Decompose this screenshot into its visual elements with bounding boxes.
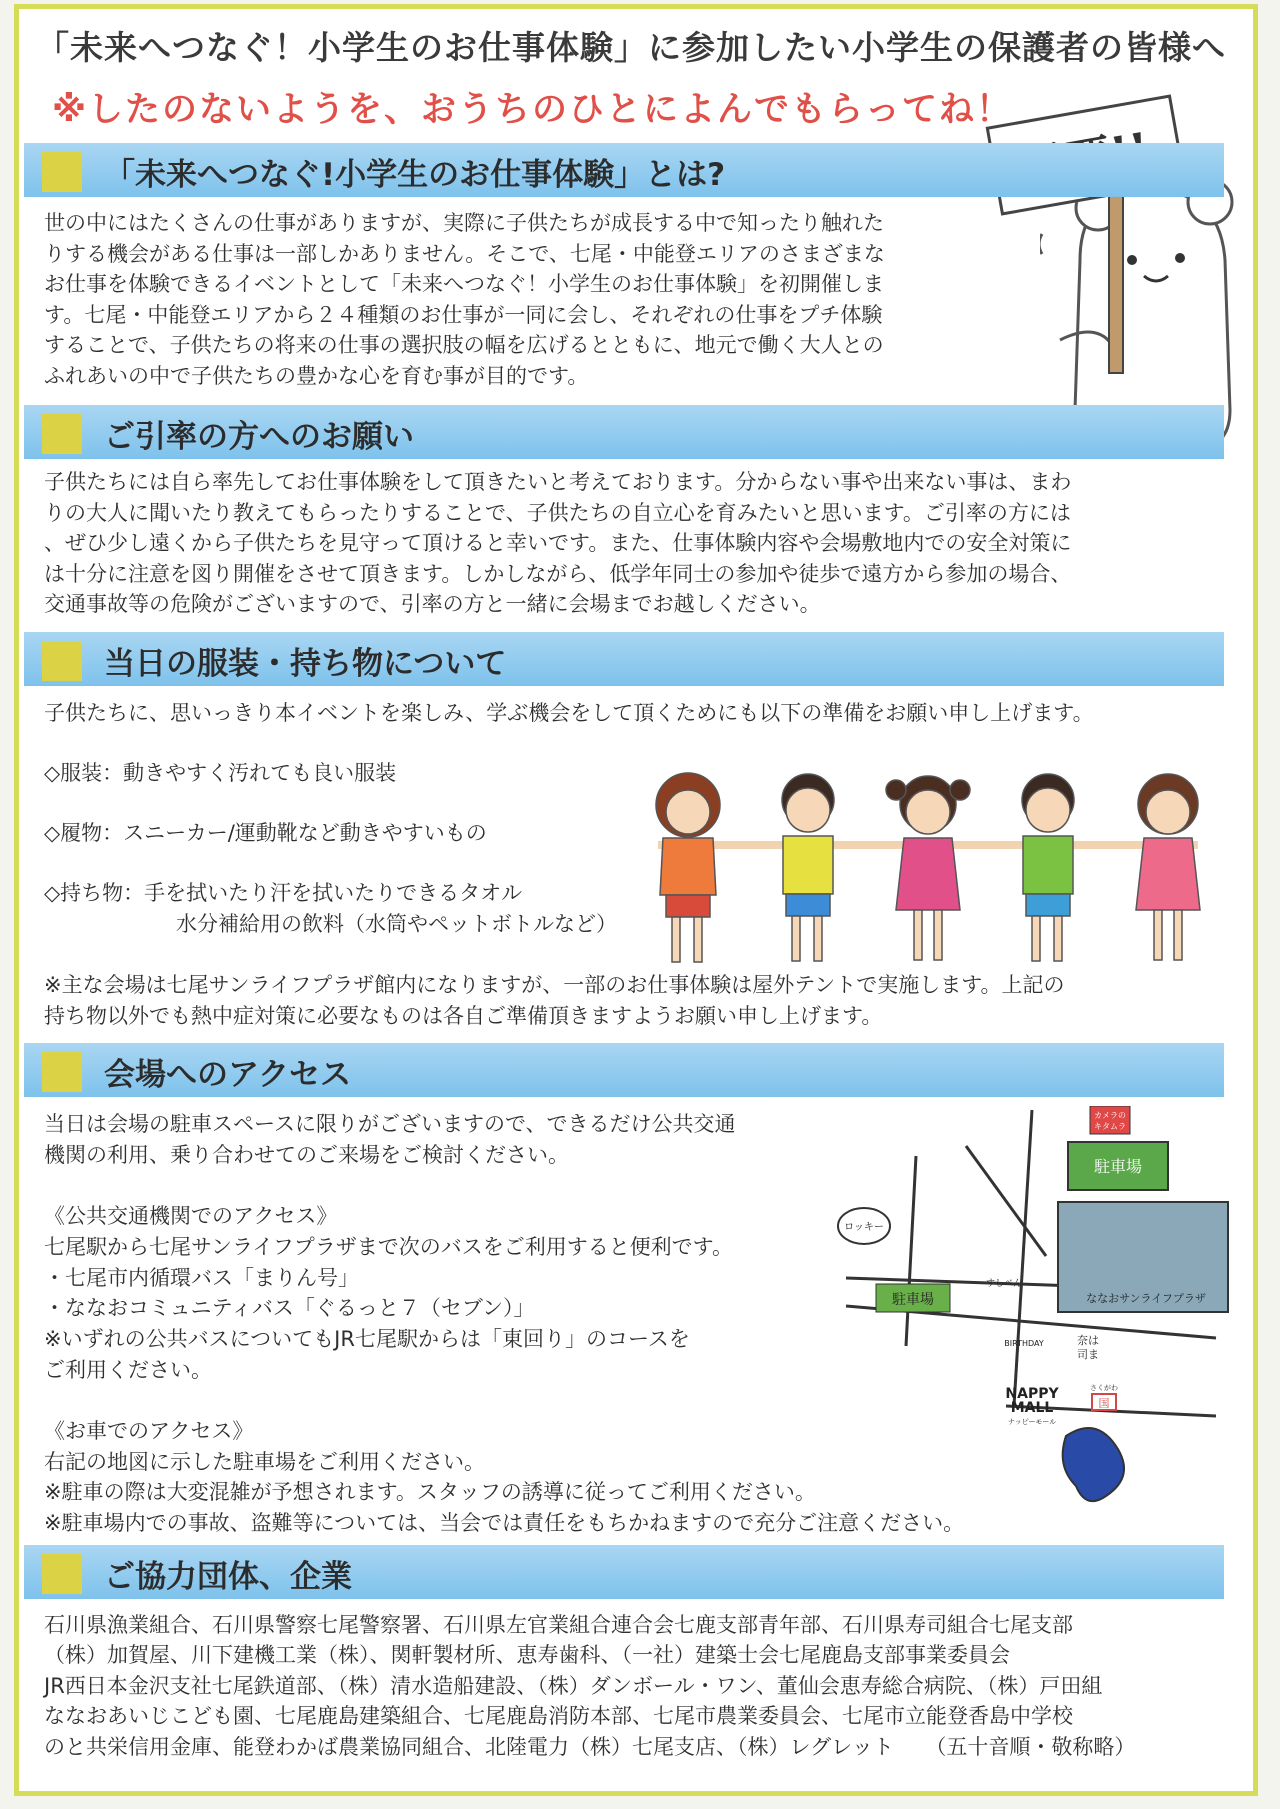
section-header-request [24,405,1224,459]
sign-post [1108,180,1124,374]
clothing-note: ※主な会場は七尾サンライフプラザ館内になりますが、一部のお仕事体験は屋外テントで実施します。上記の 持ち物以外でも熱中症対策に必要なものは各自ご準備頂きますようお願い申し上げます。 [44,973,1065,1028]
shoes-item: ◇履物：スニーカー/運動靴など動きやすいもの [44,821,487,845]
belongings-item-2: 水分補給用の飲料（水筒やペットボトルなど） [176,912,617,936]
map-store-right-1: 奈は [1077,1334,1099,1347]
section-title: 当日の服装・持ち物について [104,646,507,682]
section-marker-icon [42,1052,82,1092]
section-marker-icon [42,641,82,681]
section-marker-icon [42,414,82,454]
clothing-intro: 子供たちに、思いっきり本イベントを楽しみ、学ぶ機会をして頂くためにも以下の準備をお願い申し上げます。 [44,701,1094,725]
map-sushi-label: すしべん [985,1279,1023,1289]
about-paragraph: 世の中にはたくさんの仕事がありますが、実際に子供たちが成長する中で知ったり触れた りする機会がある仕事は一部しかありません。そこで、七尾・中能登エリアのさまざまな お仕事を体験できるイベントとして「未来へつなぐ！小学生のお仕事体験」を初開催しま す。七尾・中能登エリアから２４種類のお仕事が一同に会し、それぞれの仕事をプチ体験 することで、子供たちの将来の仕事の選択肢の幅を広げるとともに、地元で働く大人との ふれあいの中で子供たちの豊かな心を育む事が目的です。 [44,211,885,388]
page-title: 「未来へつなぐ！小学生のお仕事体験」に参加したい小学生の保護者の皆様へ [36,28,1226,67]
map-store-top-2: キタムラ [1094,1122,1126,1131]
access-paragraph: 当日は会場の駐車スペースに限りがございますので、できるだけ公共交通 機関の利用、乗り合わせてのご来場をご検討ください。 《公共交通機関でのアクセス》 七尾駅から七尾サンライフプラザまで次のバスをご利用すると便利です。 ・七尾市内循環バス「まりん号」 ・ななおコミュニティバス「ぐるっと７（セブン）」 ※いずれの公共バスについてもJR七尾駅からは「東回り」のコースを ご利用ください。 《お車でのアクセス》 右記の地図に示した駐車場をご利用ください。 ※駐車の際は大変混雑が予想されます。スタッフの誘導に従ってご利用ください。 ※駐車場内での事故、盗難等については、当会では責任をもちかねますので充分ご注意ください。 [44,1112,965,1536]
page-subtitle: ※したのないようを、おうちのひとによんでもらってね！ [52,90,1014,130]
section-title: 「未来へつなぐ!小学生のお仕事体験」とは? [104,157,726,193]
belongings-item: ◇持ち物：手を拭いたり汗を拭いたりできるタオル [44,881,523,905]
venue-access-map [836,1106,1244,1516]
map-store-right-2: 司ま [1077,1348,1099,1361]
map-store-top-1: カメラの [1094,1111,1126,1120]
partners-list: 石川県漁業組合、石川県警察七尾警察署、石川県左官業組合連合会七鹿支部青年部、石川県寿司組合七尾支部 （株）加賀屋、川下建機工業（株）、関軒製材所、恵寿歯科、（一社）建築士会七尾鹿島支部事業委員会 JR西日本金沢支社七尾鉄道部、（株）清水造船建設、（株）ダンボール・ワン、董仙会恵寿総合病院、（株）戸田組 ななおあいじこども園、七尾鹿島建築組合、七尾鹿島消防本部、七尾市農業委員会、七尾市立能登香島中学校 のと共栄信用金庫、能登わかば農業協同組合、北陸電力（株）七尾支店、（株）レグレット （五十音順・敬称略） [44,1613,1136,1759]
section-marker-icon [42,1554,82,1594]
children-holding-hands-illustration [628,760,1228,975]
section-header-about [24,143,1224,197]
map-shop-sign: 国 [1098,1397,1110,1410]
section-marker-icon [42,152,82,192]
request-paragraph: 子供たちには自ら率先してお仕事体験をして頂きたいと考えております。分からない事や出来ない事は、まわ りの大人に聞いたり教えてもらったりすることで、子供たちの自立心を育みたいと思います。ご引率の方には 、ぜひ少し遠くから子供たちを見守って頂けると幸いです。また、仕事体験内容や会場敷地内での安全対策に は十分に注意を図り開催をさせて頂きます。しかしながら、低学年同士の参加や徒歩で遠方から参加の場合、 交通事故等の危険がございますので、引率の方と一緒に会場までお越しください。 [44,470,1072,616]
section-title: ご協力団体、企業 [104,1559,352,1595]
section-header-access [24,1043,1224,1097]
map-birthday-label: BIRTHDAY [1004,1339,1044,1348]
map-nappy-sub: ナッピーモール [1007,1418,1057,1426]
section-title: 会場へのアクセス [104,1057,352,1093]
map-rokky-label: ロッキー [844,1222,884,1233]
section-title: ご引率の方へのお願い [104,419,414,455]
section-header-partners [24,1545,1224,1599]
map-parking-left: 駐車場 [892,1292,934,1308]
map-nappy-1: NAPPY [1005,1386,1059,1402]
map-shop-small: さくがわ [1090,1384,1118,1392]
map-plaza-label: ななおサンライフプラザ [1086,1292,1206,1305]
map-nappy-2: MALL [1010,1400,1054,1416]
section-header-clothing [24,632,1224,686]
map-parking-top: 駐車場 [1093,1157,1143,1176]
clothing-item: ◇服装：動きやすく汚れても良い服装 [44,761,397,785]
